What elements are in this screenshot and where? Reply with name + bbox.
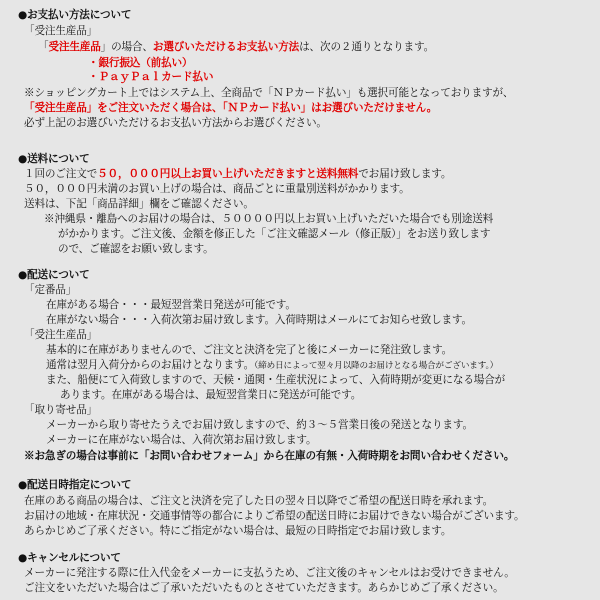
payment-line-2	[38, 40, 434, 54]
datetime-title: ●配送日時指定について	[18, 479, 132, 491]
delivery-line-1: 「定番品」	[24, 284, 77, 296]
payment-option-paypal: ・ＰａｙＰａｌカード払い	[88, 71, 214, 83]
payment-line-6: 「受注生産品」をご注文いただく場合は、「ＮＰカード払い」はお選びいただけません。	[24, 102, 438, 114]
payment-l2a: 「	[38, 41, 49, 53]
payment-line-1: 「受注生産品」	[24, 25, 98, 37]
payment-option-bank: ・銀行振込（前払い）	[88, 57, 193, 69]
shipping-line-5: がかかります。ご注文後、金額を修正した「ご注文確認メール（修正版）」をお送り致します	[58, 228, 491, 240]
delivery-line-11: メーカーに在庫がない場合は、入荷次第お届け致します。	[46, 434, 317, 446]
delivery-line-9: 「取り寄せ品」	[24, 404, 98, 416]
payment-line-5: ※ショッピングカート上ではシステム上、全商品で「ＮＰカード払い」も選択可能となっておりますが、	[24, 87, 514, 99]
delivery-title: ●配送について	[18, 269, 90, 281]
shipping-line-6: ので、ご確認をお願い致します。	[58, 243, 214, 255]
payment-line-7: 必ず上記のお選びいただけるお支払い方法からお選びください。	[24, 117, 327, 129]
shipping-line-4: ※沖縄県・離島へのお届けの場合は、５００００円以上お買い上げいただいた場合でも別途送料	[44, 213, 494, 225]
delivery-line-7: また、船便にて入荷致しますので、天候・通関・生産状況によって、入荷時期が変更になる場合が	[46, 374, 506, 386]
cancel-title: ●キャンセルについて	[18, 552, 121, 564]
delivery-line-5: 基本的に在庫がありませんので、ご注文と決済を完了と後にメーカーに発注致します。	[46, 344, 453, 356]
datetime-line-2: お届けの地域・在庫状況・交通事情等の都合によりご希望の配送日時にお届けできない場合がございます。	[24, 510, 525, 522]
datetime-line-1: 在庫のある商品の場合は、ご注文と決済を完了した日の翌々日以降でご希望の配送日時を承れます。	[24, 495, 494, 507]
delivery-l6a: 通常は翌月入荷分からのお届けとなります。	[46, 359, 255, 371]
cancel-line-1: メーカーに発注する際に仕入代金をメーカーに支払うため、ご注文後のキャンセルはお受けできません。	[24, 567, 515, 579]
delivery-l6b: （締め日によって翌々月以降のお届けとなる場合がございます。）	[254, 361, 499, 371]
payment-l2d: お選びいただけるお支払い方法	[152, 41, 300, 53]
delivery-line-3: 在庫がない場合・・・入荷次第お届け致します。入荷時期はメールにてお知らせ致します。	[46, 314, 472, 326]
delivery-line-6	[46, 358, 498, 373]
shipping-line-2: ５０，０００円未満のお買い上げの場合は、商品ごとに重量別送料がかかります。	[24, 183, 410, 195]
shipping-line-3: 送料は、下記「商品詳細」欄をご確認ください。	[24, 198, 254, 210]
payment-l2c: 」の場合、	[100, 41, 153, 53]
payment-title: ●お支払い方法について	[18, 9, 132, 21]
shipping-line-1	[24, 167, 451, 181]
datetime-line-3: あらかじめご了承ください。特にご指定がない場合は、最短の日時指定でお届け致します。	[24, 525, 452, 537]
delivery-line-4: 「受注生産品」	[24, 329, 98, 341]
delivery-line-8: あります。在庫がある場合は、最短翌営業日に発送が可能です。	[60, 389, 362, 401]
shipping-l1a: １回のご注文で	[24, 168, 98, 180]
delivery-line-10: メーカーから取り寄せたうえでお届け致しますので、約３～５営業日後の発送となります。	[46, 419, 473, 431]
delivery-line-12: ※お急ぎの場合は事前に「お問い合わせフォーム」から在庫の有無・入荷時期をお問い合わせください。	[24, 450, 515, 462]
payment-l2e: は、次の２通りとなります。	[299, 41, 435, 53]
cancel-line-2: ご注文をいただいた場合はご了承いただいたものとさせていただきます。あらかじめご了承ください。	[24, 582, 504, 594]
delivery-line-2: 在庫がある場合・・・最短翌営業日発送が可能です。	[46, 299, 296, 311]
payment-l2b: 受注生産品	[48, 41, 101, 53]
shipping-l1b: ５０，０００円以上お買い上げいただきますと送料無料	[97, 168, 359, 180]
shipping-title: ●送料について	[18, 153, 90, 165]
shipping-l1c: でお届け致します。	[358, 168, 452, 180]
